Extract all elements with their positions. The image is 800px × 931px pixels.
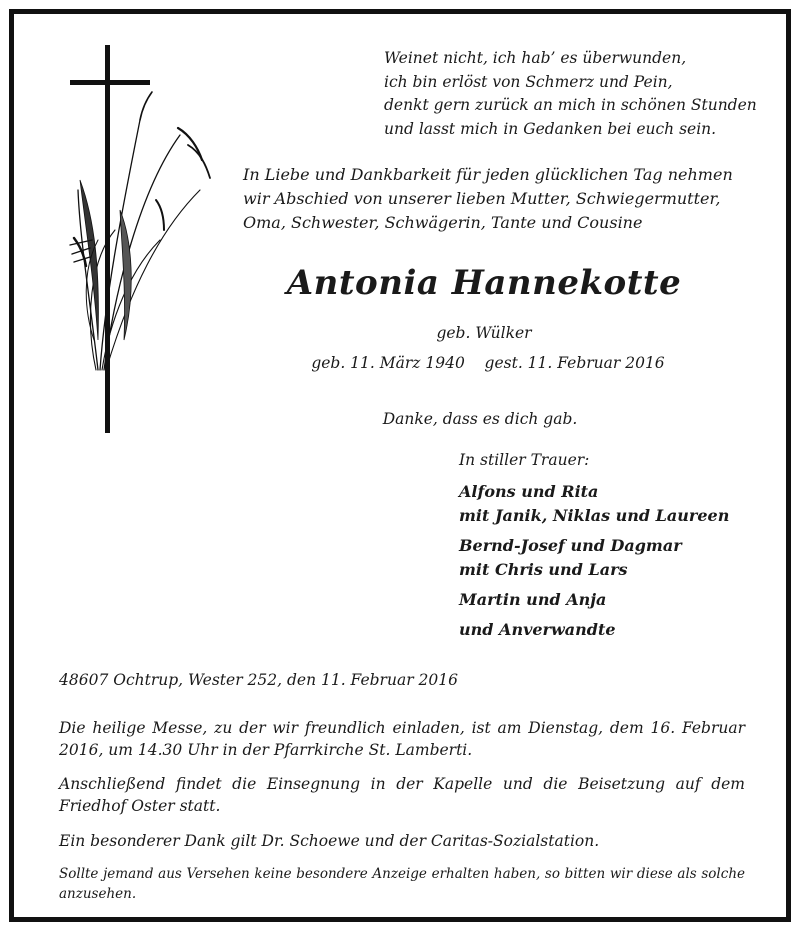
mourning-label: In stiller Trauer: [459, 451, 590, 469]
maiden-name: geb. Wülker [436, 324, 532, 342]
family-member: und Anverwandte [459, 620, 616, 639]
poem-line: denkt gern zurück an mich in schönen Stunden [384, 96, 757, 114]
special-thanks-paragraph: Ein besonderer Dank gilt Dr. Schoewe und der Caritas-Sozialstation. [59, 832, 600, 850]
intro-line: In Liebe und Dankbarkeit für jeden glücklichen Tag nehmen [243, 165, 733, 184]
poem-line: ich bin erlöst von Schmerz und Pein, [384, 72, 673, 91]
death-date: gest. 11. Februar 2016 [484, 354, 665, 372]
notice-paragraph: Sollte jemand aus Versehen keine besondere Anzeige erhalten haben, so bitten wir diese als solche anzusehen. [59, 866, 745, 902]
family-member: Martin und Anja [459, 590, 607, 609]
intro-line: Oma, Schwester, Schwägerin, Tante und Cousine [243, 213, 643, 232]
family-list [459, 480, 729, 642]
family-member: Bernd-Josef und Dagmar [459, 536, 682, 555]
poem-line: und lasst mich in Gedanken bei euch sein. [384, 119, 717, 138]
life-dates [0, 354, 800, 372]
cross-with-wheat-icon [60, 40, 220, 440]
location-date: 48607 Ochtrup, Wester 252, den 11. Februar 2016 [59, 671, 458, 689]
intro-text [243, 163, 733, 235]
deceased-name: Antonia Hannekotte [286, 263, 682, 303]
burial-paragraph: Anschließend findet die Einsegnung in der Kapelle und die Beisetzung auf dem Friedhof Oster statt. [59, 775, 745, 815]
family-member: Alfons und Rita [459, 482, 599, 501]
family-member: mit Janik, Niklas und Laureen [459, 506, 730, 525]
poem [384, 47, 757, 141]
thanks-line: Danke, dass es dich gab. [382, 410, 578, 428]
birth-date: geb. 11. März 1940 [311, 354, 465, 372]
poem-line: Weinet nicht, ich hab’ es überwunden, [384, 49, 687, 67]
intro-line: wir Abschied von unserer lieben Mutter, Schwiegermutter, [243, 189, 721, 208]
funeral-mass-paragraph: Die heilige Messe, zu der wir freundlich einladen, ist am Dienstag, dem 16. Februar 2016, um 14.30 Uhr in der Pfarrkirche St. Lamberti. [59, 719, 745, 759]
family-member: mit Chris und Lars [459, 560, 628, 579]
